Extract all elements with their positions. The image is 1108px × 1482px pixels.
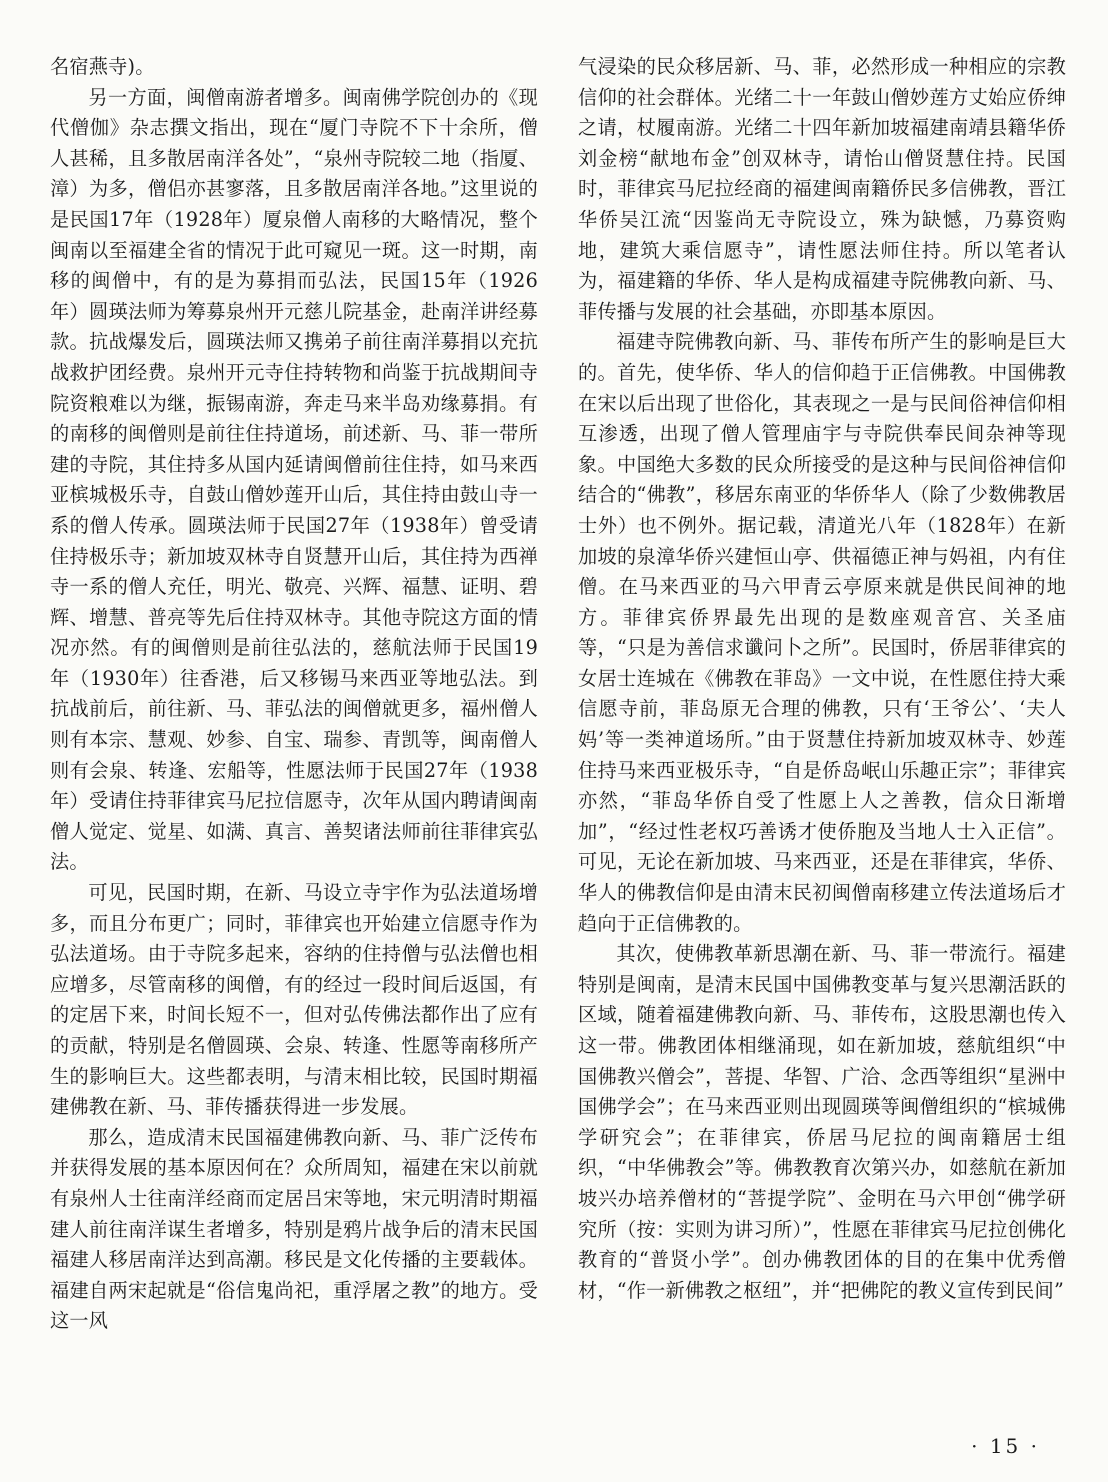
paragraph: 其次，使佛教革新思潮在新、马、菲一带流行。福建特别是闽南，是清末民国中国佛教变革与复兴思潮活跃的区域，随着福建佛教向新、马、菲传布，这股思潮也传入这一带。佛教团体相继涌现，如在新加坡，慈航组织“中国佛教兴僧会”，菩提、华智、广洽、念西等组织“星洲中国佛学会”；在马来西亚则出现圆瑛等闽僧组织的“槟城佛学研究会”；在菲律宾，侨居马尼拉的闽南籍居士组织，“中华佛教会”等。佛教教育次第兴办，如慈航在新加坡兴办培养僧材的“菩提学院”、金明在马六甲创“佛学研究所（按：实则为讲习所）”，性愿在菲律宾马尼拉创佛化教育的“普贤小学”。创办佛教团体的目的在集中优秀僧材，“作一新佛教之枢纽”，并“把佛陀的教义宣传到民间” [578,942,1066,1302]
paragraph: 气浸染的民众移居新、马、菲，必然形成一种相应的宗教信仰的社会群体。光绪二十一年鼓山僧妙莲方丈始应侨绅之请，杖履南游。光绪二十四年新加坡福建南靖县籍华侨刘金榜“献地布金”创双林寺，请怡山僧贤慧住持。民国时，菲律宾马尼拉经商的福建闽南籍侨民多信佛教，晋江华侨吴江流“因鉴尚无寺院设立，殊为缺憾，乃募资购地，建筑大乘信愿寺”，请性愿法师住持。所以笔者认为，福建籍的华侨、华人是构成福建寺院佛教向新、马、菲传播与发展的社会基础，亦即基本原因。 [578,55,1066,323]
right-text-column [578,52,1066,1306]
paragraph: 可见，民国时期，在新、马设立寺宇作为弘法道场增多，而且分布更广；同时，菲律宾也开始建立信愿寺作为弘法道场。由于寺院多起来，容纳的住持僧与弘法僧也相应增多，尽管南移的闽僧，有的经过一段时间后返国，有的定居下来，时间长短不一，但对弘传佛法都作出了应有的贡献，特别是名僧圆瑛、会泉、转逢、性愿等南移所产生的影响巨大。这些都表明，与清末相比较，民国时期福建佛教在新、马、菲传播获得进一步发展。 [50,881,538,1119]
paragraph: 福建寺院佛教向新、马、菲传布所产生的影响是巨大的。首先，使华侨、华人的信仰趋于正信佛教。中国佛教在宋以后出现了世俗化，其表现之一是与民间俗神信仰相互渗透，出现了僧人管理庙宇与寺院供奉民间杂神等现象。中国绝大多数的民众所接受的是这种与民间俗神信仰结合的“佛教”，移居东南亚的华侨华人（除了少数佛教居士外）也不例外。据记载，清道光八年（1828年）在新加坡的泉漳华侨兴建恒山亭、供福德正神与妈祖，内有住僧。在马来西亚的马六甲青云亭原来就是供民间神的地方。菲律宾侨界最先出现的是数座观音宫、关圣庙等，“只是为善信求谶问卜之所”。民国时，侨居菲律宾的女居士连城在《佛教在菲岛》一文中说，在性愿住持大乘信愿寺前，菲岛原无合理的佛教，只有‘王爷公’、‘夫人妈’等一类神道场所。”由于贤慧住持新加坡双林寺、妙莲住持马来西亚极乐寺，“自是侨岛岷山乐趣正宗”；菲律宾亦然，“菲岛华侨自受了性愿上人之善教，信众日渐增加”，“经过性老权巧善诱才使侨胞及当地人士入正信”。可见，无论在新加坡、马来西亚，还是在菲律宾，华侨、华人的佛教信仰是由清末民初闽僧南移建立传法道场后才趋向于正信佛教的。 [578,330,1066,935]
paragraph: 那么，造成清末民国福建佛教向新、马、菲广泛传布并获得发展的基本原因何在？众所周知，福建在宋以前就有泉州人士往南洋经商而定居吕宋等地，宋元明清时期福建人前往南洋谋生者增多，特别是鸦片战争后的清末民国福建人移居南洋达到高潮。移民是文化传播的主要载体。福建自两宋起就是“俗信鬼尚祀，重浮屠之教”的地方。受这一风 [50,1125,538,1333]
paragraph: 名宿燕寺)。 [50,55,155,78]
left-text-column [50,52,538,1337]
page-number: · 15 · [971,1434,1040,1458]
paragraph: 另一方面，闽僧南游者增多。闽南佛学院创办的《现代僧伽》杂志撰文指出，现在“厦门寺院不下十余所，僧人甚稀，且多散居南洋各处”，“泉州寺院较二地（指厦、漳）为多，僧侣亦甚寥落，且多散居南洋各地。”这里说的是民国17年（1928年）厦泉僧人南移的大略情况，整个闽南以至福建全省的情况于此可窥见一斑。这一时期，南移的闽僧中，有的是为募捐而弘法，民国15年（1926年）圆瑛法师为筹募泉州开元慈儿院基金，赴南洋讲经募款。抗战爆发后，圆瑛法师又携弟子前往南洋募捐以充抗战救护团经费。泉州开元寺住持转物和尚鉴于抗战期间寺院资粮难以为继，振锡南游，奔走马来半岛劝缘募捐。有的南移的闽僧则是前往住持道场，前述新、马、菲一带所建的寺院，其住持多从国内延请闽僧前往住持，如马来西亚槟城极乐寺，自鼓山僧妙莲开山后，其住持由鼓山寺一系的僧人传承。圆瑛法师于民国27年（1938年）曾受请住持极乐寺；新加坡双林寺自贤慧开山后，其住持为西禅寺一系的僧人充任，明光、敬亮、兴辉、福慧、证明、碧辉、增慧、普亮等先后住持双林寺。其他寺院这方面的情况亦然。有的闽僧则是前往弘法的，慈航法师于民国19年（1930年）往香港，后又移锡马来西亚等地弘法。到抗战前后，前往新、马、菲弘法的闽僧就更多，福州僧人则有本宗、慧观、妙参、自宝、瑞参、青凯等，闽南僧人则有会泉、转逢、宏船等，性愿法师于民国27年（1938年）受请住持菲律宾马尼拉信愿寺，次年从国内聘请闽南僧人觉定、觉星、如满、真言、善契诸法师前往菲律宾弘法。 [50,85,538,874]
